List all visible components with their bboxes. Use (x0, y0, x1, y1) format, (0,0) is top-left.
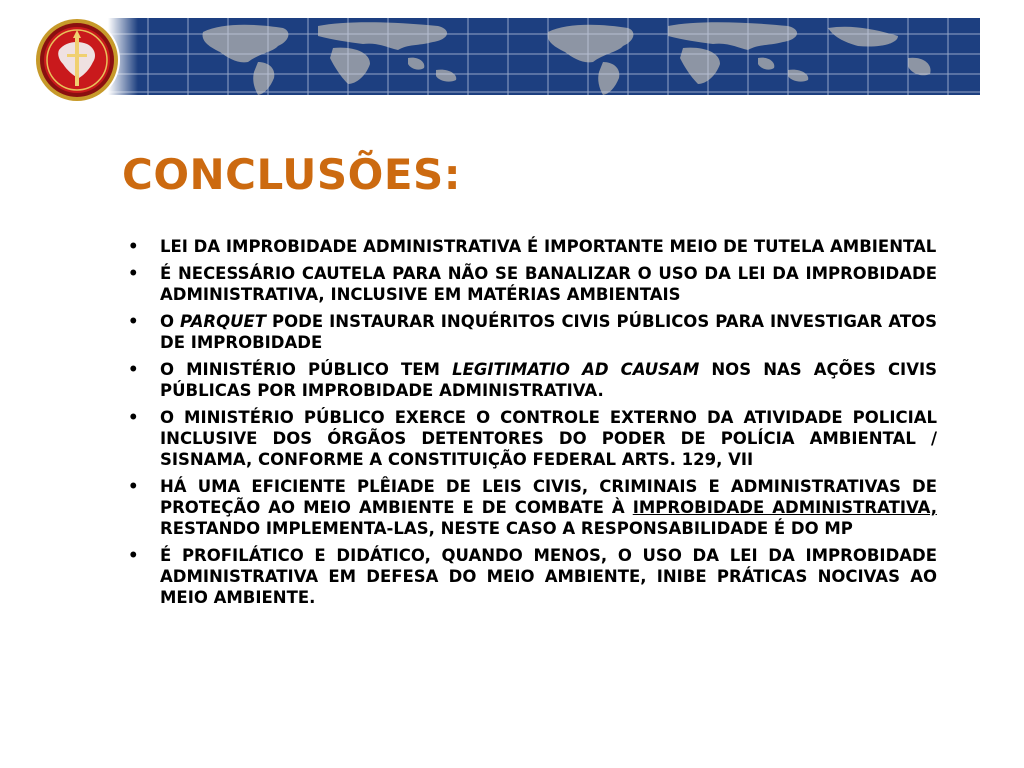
italic-term: PARQUET (180, 312, 267, 331)
conclusions-list (122, 236, 937, 614)
list-item (122, 476, 937, 539)
underlined-term: IMPROBIDADE ADMINISTRATIVA, (632, 498, 937, 517)
bullet-icon: • (128, 477, 139, 496)
bullet-text: LEI DA IMPROBIDADE ADMINISTRATIVA É IMPORTANTE MEIO DE TUTELA AMBIENTAL (160, 237, 937, 256)
bullet-text: HÁ UMA EFICIENTE PLÊIADE DE LEIS CIVIS, CRIMINAIS E ADMINISTRATIVAS DE PROTEÇÃO AO MEIO AMBIENTE E DE COMBATE À IMPROBIDADE ADMINISTRATIVA, RESTANDO IMPLEMENTA-LAS, NESTE CASO A RESPONSABILIDADE É DO MP (160, 477, 937, 538)
bullet-text: O MINISTÉRIO PÚBLICO EXERCE O CONTROLE EXTERNO DA ATIVIDADE POLICIAL INCLUSIVE DOS ÓRGÃOS DETENTORES DO PODER DE POLÍCIA AMBIENTAL / SISNAMA, CONFORME A CONSTITUIÇÃO FEDERAL ARTS. 129, VII (160, 408, 937, 469)
list-item (122, 545, 937, 608)
italic-term: LEGITIMATIO AD CAUSAM (452, 360, 700, 379)
list-item (122, 407, 937, 470)
list-item (122, 311, 937, 353)
list-item (122, 263, 937, 305)
bullet-icon: • (128, 264, 139, 283)
bullet-text: O PARQUET PODE INSTAURAR INQUÉRITOS CIVIS PÚBLICOS PARA INVESTIGAR ATOS DE IMPROBIDADE (160, 312, 937, 352)
bullet-icon: • (128, 408, 139, 427)
world-map-banner (108, 18, 980, 95)
bullet-icon: • (128, 546, 139, 565)
list-item (122, 359, 937, 401)
institution-seal-icon (33, 16, 121, 104)
list-item (122, 236, 937, 257)
bullet-icon: • (128, 237, 139, 256)
slide-title: CONCLUSÕES: (122, 150, 462, 199)
bullet-text: É PROFILÁTICO E DIDÁTICO, QUANDO MENOS, O USO DA LEI DA IMPROBIDADE ADMINISTRATIVA EM DEFESA DO MEIO AMBIENTE, INIBE PRÁTICAS NOCIVAS AO MEIO AMBIENTE. (160, 546, 937, 607)
bullet-text: O MINISTÉRIO PÚBLICO TEM LEGITIMATIO AD CAUSAM NOS NAS AÇÕES CIVIS PÚBLICAS POR IMPROBIDADE ADMINISTRATIVA. (160, 360, 937, 400)
bullet-icon: • (128, 360, 139, 379)
bullet-icon: • (128, 312, 139, 331)
bullet-text: É NECESSÁRIO CAUTELA PARA NÃO SE BANALIZAR O USO DA LEI DA IMPROBIDADE ADMINISTRATIVA, INCLUSIVE EM MATÉRIAS AMBIENTAIS (160, 264, 937, 304)
world-map-grid-icon (108, 18, 980, 95)
